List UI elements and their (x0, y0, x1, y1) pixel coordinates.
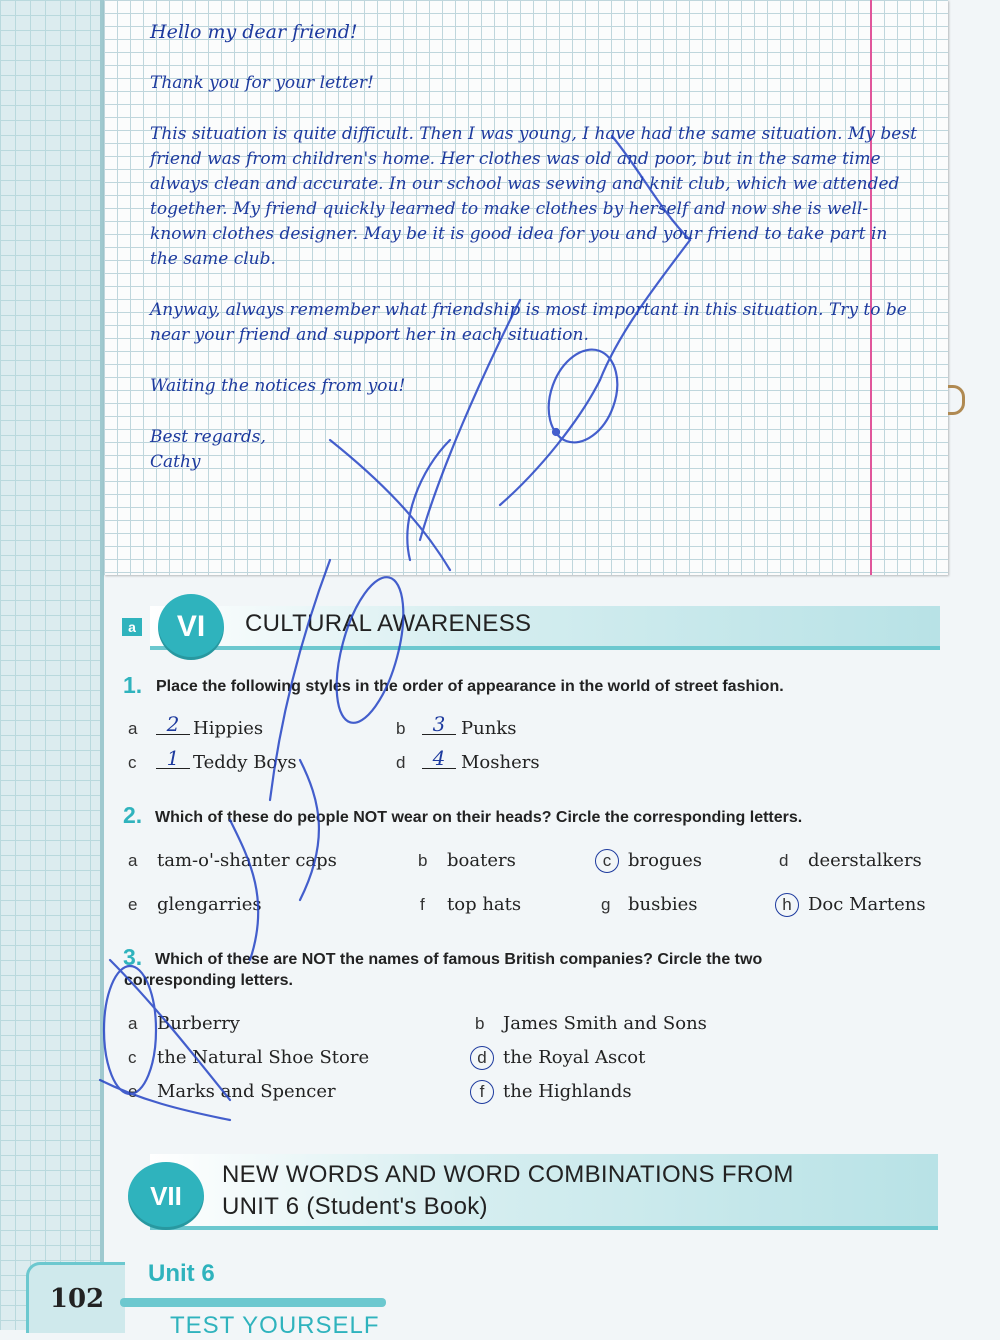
q2-option-letter-circled[interactable]: h (775, 893, 799, 917)
q2-option-text: busbies (628, 894, 698, 915)
q2-option-text: glengarries (157, 894, 262, 915)
q3-option-letter[interactable]: e (128, 1082, 138, 1101)
letter-paragraph-1: This situation is quite difficult. Then I was young, I have had the same situation. My best friend was from children's home. Her clothes was old and poor, but in the same time always clean and accurate. In our school was sewing and knit club, which we attended together. My friend quickly learned to make clothes by herself and now she is well-known clothes designer. May be it is good idea for you and your friend to take part in the same club. (150, 124, 917, 269)
q3-option-letter[interactable]: a (128, 1014, 138, 1033)
q1-answer-b[interactable]: 3 (422, 714, 456, 735)
q1-option-letter: c (128, 753, 137, 772)
q3-option-text: Burberry (157, 1013, 240, 1034)
q3-number: 3. (123, 944, 143, 970)
q2-text: Which of these do people NOT wear on their heads? Circle the corresponding letters. (155, 809, 803, 826)
q2-option-letter[interactable]: g (601, 895, 611, 914)
q1-option-letter: b (396, 719, 406, 738)
q2-option-letter[interactable]: d (779, 851, 789, 870)
left-grid-margin (0, 0, 104, 1330)
unit-label: Unit 6 (148, 1260, 215, 1287)
q3-option-text: James Smith and Sons (503, 1013, 707, 1034)
q3-option-letter-circled[interactable]: d (470, 1046, 494, 1070)
q2-option-letter[interactable]: e (128, 895, 138, 914)
q1-option-text: Teddy Boys (193, 752, 297, 773)
handwritten-letter (150, 20, 920, 475)
q2-option-text: top hats (447, 894, 522, 915)
section-7-number: VII (128, 1162, 204, 1230)
q2-option-text: deerstalkers (808, 850, 922, 871)
q1-answer-c[interactable]: 1 (156, 748, 190, 769)
section-6-number: VI (158, 594, 224, 660)
q3-option-text: the Royal Ascot (503, 1047, 646, 1068)
handwritten-letter-sheet (104, 0, 948, 575)
section-7-title-line1: NEW WORDS AND WORD COMBINATIONS FROM (222, 1161, 794, 1188)
letter-signature: Cathy (150, 452, 201, 472)
q2-option-letter-circled[interactable]: c (595, 849, 619, 873)
q1-option-text: Moshers (461, 752, 540, 773)
section-7-title-line2: UNIT 6 (Student's Book) (222, 1193, 488, 1220)
q3-text-line2: corresponding letters. (124, 972, 293, 989)
letter-greeting: Hello my dear friend! (150, 21, 358, 43)
q3-text-line1: Which of these are NOT the names of famous British companies? Circle the two (155, 951, 763, 968)
letter-thanks: Thank you for your letter! (150, 73, 374, 93)
q2-option-text: tam-o'-shanter caps (157, 850, 337, 871)
page-number: 102 (26, 1262, 125, 1333)
q2-number: 2. (123, 802, 143, 828)
binder-ring-icon (948, 385, 965, 415)
q3-option-text: the Highlands (503, 1081, 632, 1102)
q3-option-letter-circled[interactable]: f (470, 1080, 494, 1104)
q1-answer-a[interactable]: 2 (156, 714, 190, 735)
q1-text: Place the following styles in the order of appearance in the world of street fashion. (156, 678, 784, 695)
q2-option-text: boaters (447, 850, 516, 871)
section-6-title: CULTURAL AWARENESS (245, 610, 532, 637)
q3-option-letter[interactable]: b (475, 1014, 485, 1033)
q3-option-text: Marks and Spencer (157, 1081, 336, 1102)
q1-number: 1. (123, 672, 143, 698)
letter-paragraph-2: Anyway, always remember what friendship is most important in this situation. Try to be near your friend and support her in each situation. (150, 300, 907, 345)
letter-closing: Waiting the notices from you! (150, 376, 406, 396)
q2-option-text: Doc Martens (808, 894, 926, 915)
q2-option-letter[interactable]: a (128, 851, 138, 870)
q3-option-text: the Natural Shoe Store (157, 1047, 370, 1068)
q1-option-letter: a (128, 719, 138, 738)
section-6-badge: a (122, 618, 142, 636)
q2-option-text: brogues (628, 850, 702, 871)
q1-option-text: Hippies (193, 718, 264, 739)
q1-answer-d[interactable]: 4 (422, 748, 456, 769)
q2-option-letter[interactable]: f (420, 895, 425, 914)
q2-option-letter[interactable]: b (418, 851, 428, 870)
unit-underline (120, 1298, 386, 1307)
letter-signoff: Best regards, (150, 427, 266, 447)
q3-option-letter[interactable]: c (128, 1048, 137, 1067)
next-section-heading: TEST YOURSELF (170, 1312, 380, 1339)
q1-option-letter: d (396, 753, 406, 772)
q1-option-text: Punks (461, 718, 517, 739)
